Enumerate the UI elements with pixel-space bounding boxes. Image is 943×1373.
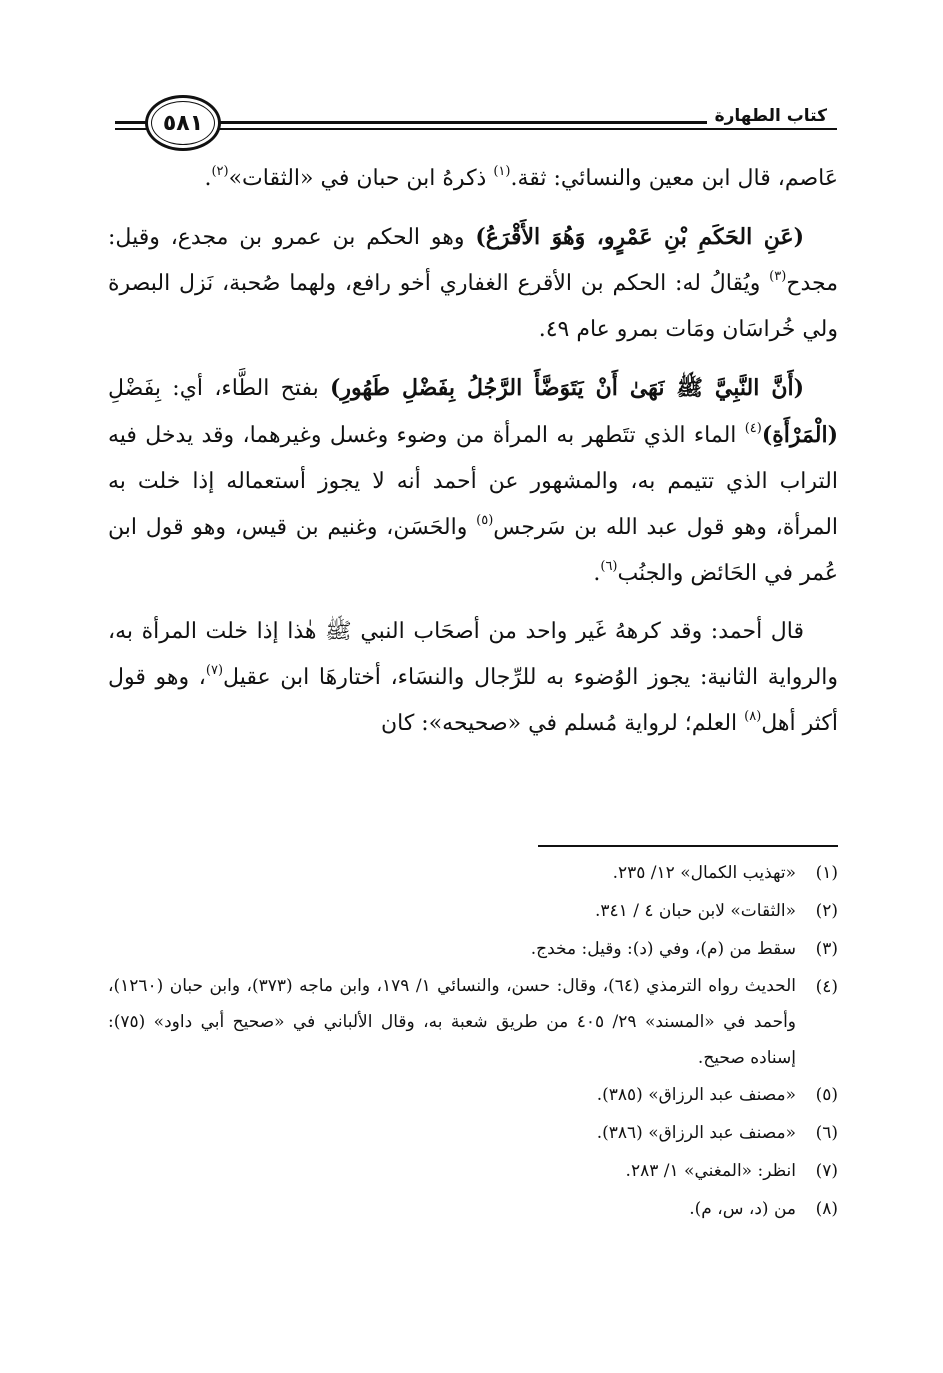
footnote-number: (٥) xyxy=(815,1085,838,1105)
quoted-hadith-text: (عَنِ الحَكَمِ بْنِ عَمْرٍو، وَهُوَ الأَقْرَعُ) xyxy=(475,224,804,250)
text-run: . xyxy=(204,166,212,191)
footnote-text: «مصنف عبد الرزاق» (٣٨٦). xyxy=(596,1123,796,1143)
footnote-number: (٣) xyxy=(815,939,838,959)
footnote-number: (٦) xyxy=(815,1123,838,1143)
footnote-ref[interactable]: (٤) xyxy=(744,421,762,436)
footnote-item xyxy=(108,854,838,892)
footnote-item xyxy=(108,1076,838,1114)
book-title: كتاب الطهارة xyxy=(707,105,837,127)
text-run: العلم؛ لرواية مُسلم في «صحيحه»: كان xyxy=(380,711,745,736)
footnote-text: انظر: «المغني» ١/ ٢٨٣. xyxy=(625,1161,796,1181)
quoted-hadith-text: (الْمَرْأَةِ) xyxy=(761,422,838,448)
footnote-number: (٨) xyxy=(815,1199,838,1219)
text-run: ويُقالُ له: الحكم بن الأقرع الغفاري أخو رافع، ولهما صُحبة، نَزل البصرة ولي خُراسَان ومَات بمرو عام ٤٩. xyxy=(108,271,838,342)
text-run: قال أحمد: وقد كرههُ غَير واحد من أصحَاب النبي ﷺ هٰذا إذا خلت المرأة به، والرواية الثانية: يجوز الوُضوء به للرِّجال والنسَاء، أختارهَا ابن عقيل xyxy=(108,619,839,690)
footnote-item xyxy=(108,1114,838,1152)
footnote-item xyxy=(108,968,838,1076)
footnote-number: (٧) xyxy=(815,1161,838,1181)
text-run: بفتح الطَّاء، أي: بِفَضْلِ xyxy=(108,376,331,401)
paragraph-3 xyxy=(108,365,838,597)
footnote-ref[interactable]: (٥) xyxy=(476,513,494,528)
footnote-text: «تهذيب الكمال» ١٢/ ٢٣٥. xyxy=(612,863,796,883)
text-run: وهو الحكم بن عمرو بن مجدع، وقيل: مجدح xyxy=(108,225,838,296)
footnote-item xyxy=(108,1190,838,1228)
footnote-text: سقط من (م)، وفي (د): وقيل: مخدج. xyxy=(530,939,796,959)
quoted-hadith-text: (أَنَّ النَّبِيَّ ﷺ نَهَىٰ أَنْ يَتَوَضَّأَ الرَّجُلُ بِفَضْلِ طَهُورِ) xyxy=(330,375,805,401)
footnote-text: من (د، س، م). xyxy=(689,1199,796,1219)
footnote-number: (٤) xyxy=(815,977,838,997)
footnote-ref[interactable]: (١) xyxy=(493,164,511,179)
text-run: عَاصم، قال ابن معين والنسائي: ثقة. xyxy=(510,166,838,191)
header-rule-thin xyxy=(115,128,837,130)
text-run: ذكرهُ ابن حبان في «الثقات» xyxy=(228,166,494,191)
footnote-item xyxy=(108,892,838,930)
main-text xyxy=(108,156,838,759)
footnote-text: «الثقات» لابن حبان ٤ / ٣٤١. xyxy=(595,901,796,921)
footnote-item xyxy=(108,930,838,968)
footnote-ref[interactable]: (٢) xyxy=(211,164,229,179)
footnote-ref[interactable]: (٣) xyxy=(769,269,787,284)
text-run: . xyxy=(593,561,601,586)
footnote-separator xyxy=(538,845,838,847)
footnote-number: (١) xyxy=(815,863,838,883)
paragraph-2 xyxy=(108,214,838,353)
page-number: ٥٨١ xyxy=(145,95,221,151)
footnote-item xyxy=(108,1152,838,1190)
text-run: والحَسَن، وغنيم بن قيس، وهو قول ابن عُمر في الحَائض والجنُب xyxy=(108,515,838,586)
paragraph-1 xyxy=(108,156,838,202)
footnote-ref[interactable]: (٦) xyxy=(600,559,618,574)
footnotes-list xyxy=(108,854,838,1228)
footnote-text: الحديث رواه الترمذي (٦٤)، وقال: حسن، والنسائي ١/ ١٧٩، وابن ماجه (٣٧٣)، وابن حبان (١٢٦٠)، وأحمد في «المسند» ٢٩/ ٤٠٥ من طريق شعبة به، وقال الألباني في «صحيح أبي داود» (٧٥): إسناده صحيح. xyxy=(108,976,797,1068)
footnote-ref[interactable]: (٧) xyxy=(205,663,224,678)
paragraph-4 xyxy=(108,609,838,747)
text-run: الماء الذي تتَطهر به المرأة من وضوء وغسل وغيرهما، وقد يدخل فيه التراب الذي تتيمم به، والمشهور عن أحمد أنه لا يجوز أستعماله إذا خلت به المرأة، وهو قول عبد الله بن سَرجس xyxy=(108,423,839,540)
footnote-number: (٢) xyxy=(815,901,838,921)
footnote-ref[interactable]: (٨) xyxy=(744,709,762,724)
text-run: ، وهو قول أكثر أهل xyxy=(108,665,838,736)
page-header xyxy=(115,95,837,161)
footnote-text: «مصنف عبد الرزاق» (٣٨٥). xyxy=(596,1085,796,1105)
